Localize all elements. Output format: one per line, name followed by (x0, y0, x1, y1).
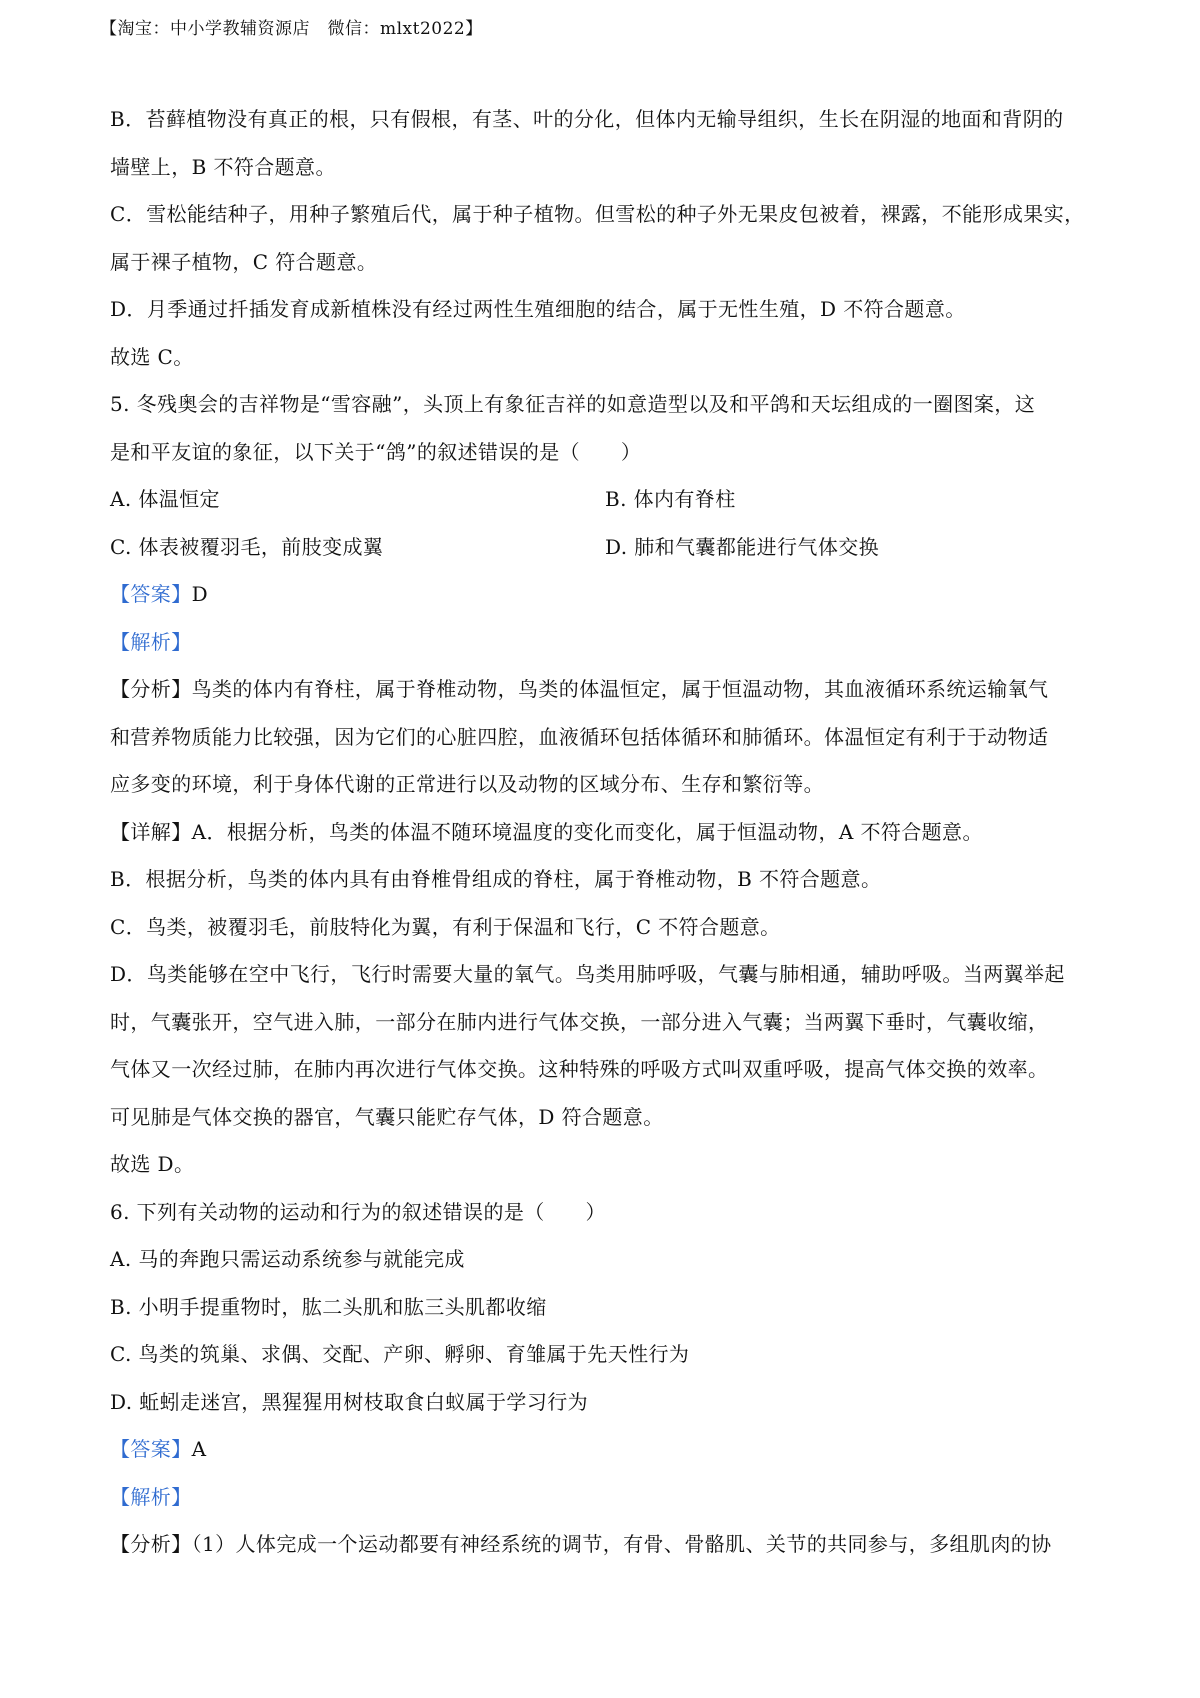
q5-answer (110, 571, 1100, 619)
q5-conclusion: 故选 D。 (110, 1152, 195, 1176)
xiangjie-a-text: A．根据分析，鸟类的体温不随环境温度的变化而变化，属于恒温动物，A 不符合题意。 (191, 819, 983, 844)
q4-option-c-explanation-line1: C．雪松能结种子，用种子繁殖后代，属于种子植物。但雪松的种子外无果皮包被着，裸露，不能形成果实， (110, 202, 1085, 226)
q6-option-a: A. 马的奔跑只需运动系统参与就能完成 (110, 1247, 465, 1271)
answer-value: A (191, 1437, 207, 1461)
q4-option-b-explanation-line2: 墙壁上，B 不符合题意。 (110, 154, 336, 179)
q5-xiangjie-d-line3: 气体又一次经过肺，在肺内再次进行气体交换。这种特殊的呼吸方式叫双重呼吸，提高气体交换的效率。 (110, 1057, 1049, 1081)
q6-answer (110, 1426, 1100, 1474)
q5-option-d: D. 肺和气囊都能进行气体交换 (605, 534, 880, 559)
fenxi-text: 鸟类的体内有脊柱，属于脊椎动物，鸟类的体温恒定，属于恒温动物，其血液循环系统运输氧气 (191, 677, 1049, 701)
fenxi-tag: 【分析】 (110, 1532, 192, 1556)
page-header: 【淘宝：中小学教辅资源店 微信：mlxt2022】 (100, 19, 483, 39)
q4-option-d-explanation: D．月季通过扦插发育成新植株没有经过两性生殖细胞的结合，属于无性生殖，D 不符合题意。 (110, 297, 966, 321)
q4-conclusion: 故选 C。 (110, 344, 194, 369)
q5-xiangjie-d-line1: D．鸟类能够在空中飞行，飞行时需要大量的氧气。鸟类用肺呼吸，气囊与肺相通，辅助呼吸。当两翼举起 (110, 962, 1065, 986)
fenxi-text: （1）人体完成一个运动都要有神经系统的调节，有骨、骨骼肌、关节的共同参与，多组肌肉的协 (191, 1532, 1052, 1556)
q4-option-c-explanation-line2: 属于裸子植物，C 符合题意。 (110, 249, 378, 274)
answer-value: D (191, 582, 209, 606)
q5-xiangjie-c: C．鸟类，被覆羽毛，前肢特化为翼，有利于保温和飞行，C 不符合题意。 (110, 914, 781, 939)
q5-stem-line2: 是和平友谊的象征，以下关于“鸽”的叙述错误的是（ ） (110, 439, 642, 464)
document-body (110, 96, 1100, 1569)
q5-options-row2 (110, 524, 1100, 572)
answer-tag: 【答案】 (110, 1437, 192, 1461)
q6-option-c: C. 鸟类的筑巢、求偶、交配、产卵、孵卵、育雏属于先天性行为 (110, 1342, 690, 1366)
xiangjie-tag: 【详解】 (110, 819, 192, 844)
q6-option-d: D. 蚯蚓走迷宫，黑猩猩用树枝取食白蚁属于学习行为 (110, 1389, 589, 1414)
q6-stem: 6. 下列有关动物的运动和行为的叙述错误的是（ ） (110, 1199, 606, 1224)
q5-options-row1 (110, 476, 1100, 524)
q5-option-a: A. 体温恒定 (110, 487, 220, 511)
answer-tag: 【答案】 (110, 582, 192, 606)
q5-analysis-tag: 【解析】 (110, 629, 192, 654)
q5-option-c: C. 体表被覆羽毛，前肢变成翼 (110, 534, 384, 559)
q5-stem-line1: 5. 冬残奥会的吉祥物是“雪容融”，头顶上有象征吉祥的如意造型以及和平鸽和天坛组成的一圈图案，这 (110, 392, 1036, 416)
q5-option-b: B. 体内有脊柱 (605, 487, 736, 511)
q5-xiangjie-b: B．根据分析，鸟类的体内具有由脊椎骨组成的脊柱，属于脊椎动物，B 不符合题意。 (110, 867, 882, 891)
q6-fenxi-line1 (110, 1521, 1100, 1569)
q6-option-b: B. 小明手提重物时，肱二头肌和肱三头肌都收缩 (110, 1294, 547, 1319)
q5-fenxi-line3: 应多变的环境，利于身体代谢的正常进行以及动物的区域分布、生存和繁衍等。 (110, 772, 824, 796)
fenxi-tag: 【分析】 (110, 677, 192, 701)
q5-xiangjie-d-line2: 时，气囊张开，空气进入肺，一部分在肺内进行气体交换，一部分进入气囊；当两翼下垂时，气囊收缩， (110, 1009, 1049, 1034)
q4-option-b-explanation-line1: B．苔藓植物没有真正的根，只有假根，有茎、叶的分化，但体内无输导组织，生长在阴湿的地面和背阴的 (110, 107, 1064, 131)
q5-fenxi-line1 (110, 666, 1100, 714)
q6-analysis-tag: 【解析】 (110, 1484, 192, 1509)
q5-xiangjie-a (110, 809, 1100, 857)
q5-fenxi-line2: 和营养物质能力比较强，因为它们的心脏四腔，血液循环包括体循环和肺循环。体温恒定有利于于动物适 (110, 724, 1049, 749)
q5-xiangjie-d-line4: 可见肺是气体交换的器官，气囊只能贮存气体，D 符合题意。 (110, 1104, 664, 1129)
